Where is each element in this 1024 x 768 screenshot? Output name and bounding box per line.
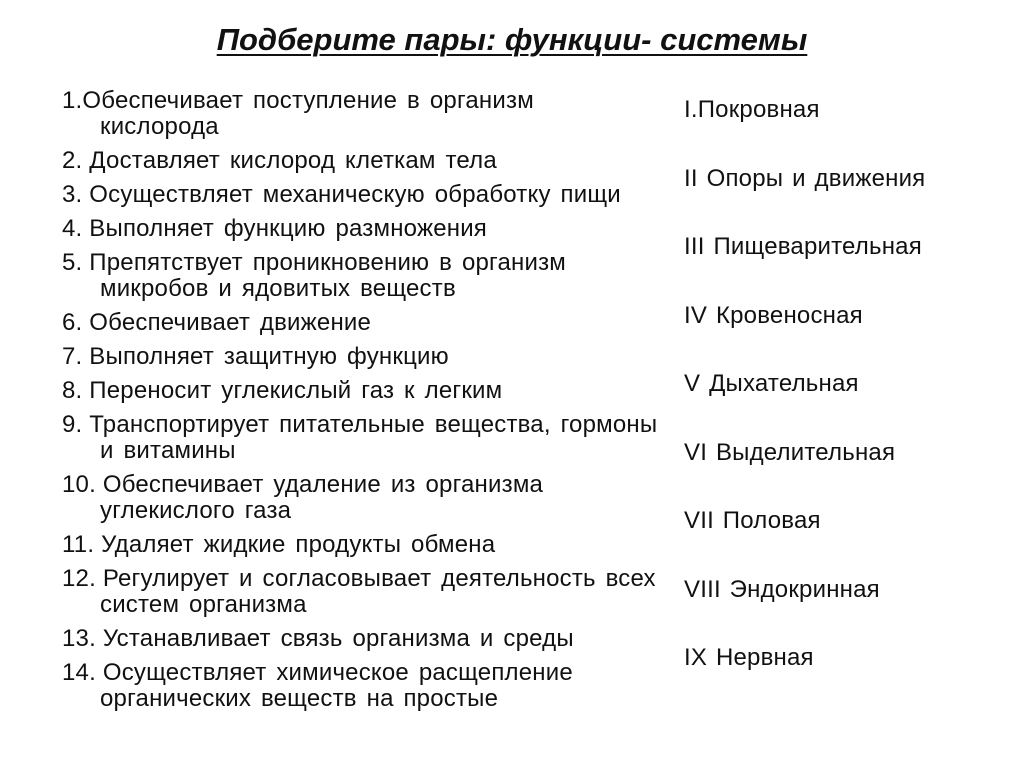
function-number: 11. [62,531,102,558]
function-text: Обеспечивает удаление из организма углекислого газа [100,471,544,524]
function-item-8 [62,378,662,404]
function-text: Осуществляет механическую обработку пищи [89,181,621,208]
function-item-5 [62,250,662,302]
function-number: 10. [62,471,103,498]
function-text: Выполняет функцию размножения [89,215,488,242]
function-text: Обеспечивает движение [89,309,372,336]
function-text: Транспортирует питательные вещества, гормоны и витамины [89,411,658,464]
function-number: 12. [62,565,103,592]
functions-list [62,88,662,720]
function-item-11 [62,532,662,558]
function-text: Доставляет кислород клеткам тела [89,147,497,174]
slide-title: Подберите пары: функции- системы [216,22,808,57]
systems-list [684,96,1014,713]
function-item-4 [62,216,662,242]
system-item-8: VIII Эндокринная [684,575,880,603]
function-text: Препятствует проникновению в организм микробов и ядовитых веществ [89,249,566,302]
function-item-12 [62,566,662,618]
function-number: 9. [62,411,90,438]
function-item-3 [62,182,662,208]
system-item-4: IV Кровеносная [684,301,863,329]
function-item-7 [62,344,662,370]
system-item-9: IX Нервная [684,644,814,671]
system-item-2: II Опоры и движения [684,164,926,192]
function-number: 3. [62,181,90,208]
system-item-1: I.Покровная [684,96,820,123]
function-number: 7. [62,343,90,370]
function-text: Удаляет жидкие продукты обмена [101,531,496,558]
function-number: 13. [62,625,103,652]
function-number: 4. [62,215,90,242]
function-number: 14. [62,659,103,686]
function-item-13 [62,626,662,652]
system-item-6: VI Выделительная [684,438,896,466]
function-text: Регулирует и согласовывает деятельность всех систем организма [100,565,656,618]
function-number: 1. [62,87,83,114]
function-item-9 [62,412,662,464]
function-item-10 [62,472,662,524]
function-item-14 [62,660,662,712]
function-text: Устанавливает связь организма и среды [102,625,574,652]
function-item-2 [62,148,662,174]
system-item-3: III Пищеварительная [684,233,922,260]
function-item-1 [62,88,662,140]
function-text: Переносит углекислый газ к легким [89,377,503,404]
function-text: Осуществляет химическое расщепление органических веществ на простые [100,659,573,712]
function-text: Обеспечивает поступление в организм кислорода [82,87,534,140]
function-number: 8. [62,377,90,404]
function-number: 6. [62,309,90,336]
system-item-7: VII Половая [684,507,821,534]
system-item-5: V Дыхательная [684,370,859,397]
function-number: 5. [62,249,90,276]
function-number: 2. [62,147,90,174]
function-text: Выполняет защитную функцию [89,343,449,370]
function-item-6 [62,310,662,336]
